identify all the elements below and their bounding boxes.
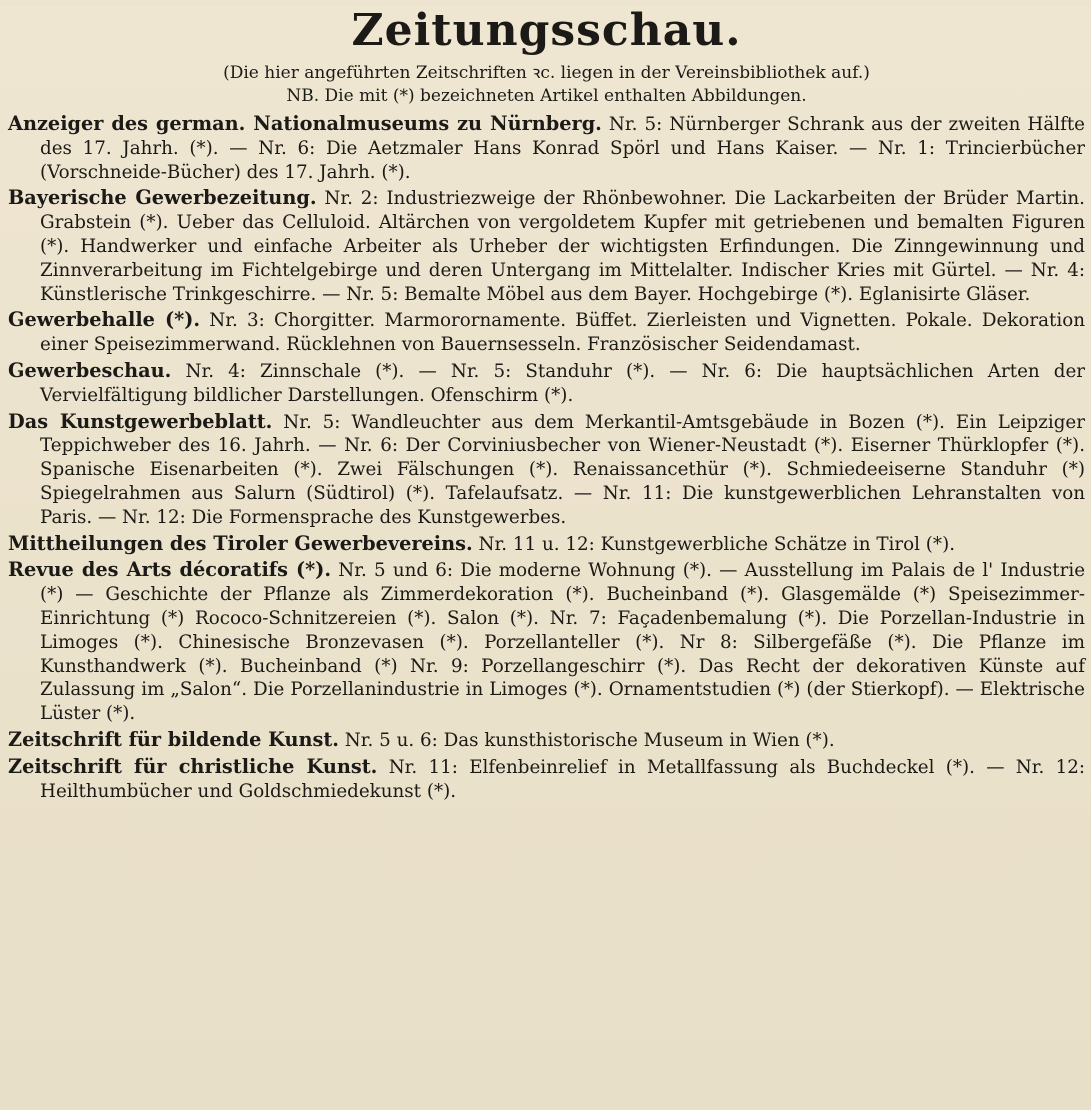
periodical-contents: Nr. 11 u. 12: Kunstgewerbliche Schätze in Tirol (*). [478,533,956,555]
periodical-entry [8,728,1085,753]
periodical-contents: Nr. 4: Zinnschale (*). — Nr. 5: Standuhr (*). — Nr. 6: Die hauptsächlichen Arten der Vervielfältigung bildlicher Darstellungen. Ofenschirm (*). [40,360,1086,406]
periodical-title: Zeitschrift für bildende Kunst. [8,727,339,751]
periodical-entry [8,558,1085,726]
page-title: Zeitungsschau. [351,5,742,56]
periodical-contents: Nr. 5 und 6: Die moderne Wohnung (*). — Ausstellung im Palais de l' Industrie (*) — Geschichte der Pflanze als Zimmerdekoration (*). Bucheinband (*). Glasgemälde (*) Speisezimmer-Einrichtung (*) Rococo-Schnitzereien (*). Salon (*). Nr. 7: Façadenbemalung (*). Die Porzellan-Industrie in Limoges (*). Chinesische Bronzevasen (*). Porzellanteller (*). Nr 8: Silbergefäße (*). Die Pflanze im Kunsthandwerk (*). Bucheinband (*) Nr. 9: Porzellangeschirr (*). Das Recht der dekorativen Künste auf Zulassung im „Salon“. Die Porzellanindustrie in Limoges (*). Ornamentstudien (*) (der Stierkopf). — Elektrische Lüster (*). [40,560,1086,725]
periodical-contents: Nr. 3: Chorgitter. Marmorornamente. Büffet. Zierleisten und Vignetten. Pokale. Dekoration einer Speisezimmerwand. Rücklehnen von Bauernsesseln. Französischer Seidendamast. [40,310,1085,356]
periodical-contents: Nr. 5 u. 6: Das kunsthistorische Museum in Wien (*). [344,729,835,751]
periodical-contents: Nr. 5: Wandleuchter aus dem Merkantil-Amtsgebäude in Bozen (*). Ein Leipziger Teppichweber des 16. Jahrh. — Nr. 6: Der Corviniusbecher von Wiener-Neustadt (*). Eiserner Thürklopfer (*). Spanische Eisenarbeiten (*). Zwei Fälschungen (*). Renaissancethür (*). Schmiedeeiserne Standuhr (*) Spiegelrahmen aus Salurn (Südtirol) (*). Tafelaufsatz. — Nr. 11: Die kunstgewerblichen Lehranstalten von Paris. — Nr. 12: Die Formensprache des Kunstgewerbes. [40,411,1085,528]
periodical-title: Revue des Arts décoratifs (*). [8,558,332,582]
periodical-entry [8,755,1085,804]
periodical-contents: Nr. 5: Nürnberger Schrank aus der zweiten Hälfte des 17. Jahrh. (*). — Nr. 6: Die Aetzmaler Hans Konrad Spörl und Hans Kaiser. — Nr. 1: Trincierbücher (Vorschneide-Bücher) des 17. Jahrh. (*). [40,114,1085,183]
periodical-entry [8,308,1085,357]
periodical-entry [8,410,1085,530]
periodical-title: Gewerbehalle (*). [8,308,201,332]
periodical-entry [8,186,1085,306]
periodical-title: Anzeiger des german. Nationalmuseums zu Nürnberg. [8,112,602,135]
document-page [0,6,1091,1110]
periodical-contents: Nr. 2: Industriezweige der Rhönbewohner. Die Lackarbeiten der Brüder Martin. Grabstein (*). Ueber das Celluloid. Altärchen von vergoldetem Kupfer mit getriebenen und bemalten Figuren (*). Handwerker und einfache Arbeiter als Urheber der wichtigsten Erfindungen. Die Zinngewinnung und Zinnverarbeitung im Fichtelgebirge und deren Untergang im Mittelalter. Indischer Kries mit Gürtel. — Nr. 4: Künstlerische Trinkgeschirre. — Nr. 5: Bemalte Möbel aus dem Bayer. Hochgebirge (*). Eglanisirte Gläser. [40,188,1085,305]
periodical-title: Bayerische Gewerbezeitung. [8,186,317,210]
periodical-title: Das Kunstgewerbeblatt. [8,409,273,433]
periodical-entry [8,112,1085,184]
periodical-title: Mittheilungen des Tiroler Gewerbevereins. [8,531,473,555]
periodical-entry [8,532,1085,557]
periodical-list [8,112,1085,803]
periodical-title: Zeitschrift für christliche Kunst. [8,754,378,778]
periodical-entry [8,359,1085,408]
periodical-title: Gewerbeschau. [8,358,172,382]
library-note: (Die hier angeführten Zeitschriften ꝛc. liegen in der Vereinsbibliothek auf.) [223,63,870,83]
illustration-note: NB. Die mit (*) bezeichneten Artikel enthalten Abbildungen. [286,86,807,106]
periodical-contents: Nr. 11: Elfenbeinrelief in Metallfassung als Buchdeckel (*). — Nr. 12: Heilthumbücher und Goldschmiedekunst (*). [40,756,1085,802]
